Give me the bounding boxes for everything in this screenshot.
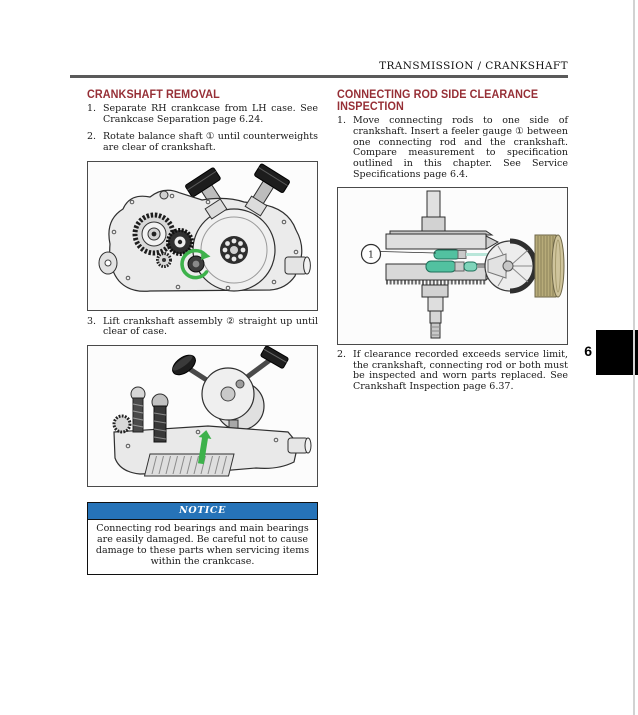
crankcase-illustration bbox=[88, 162, 317, 310]
notice-text: Connecting rod bearings and main bearings are easily damaged. Be careful not to cause damage to these parts when servicing items within the crankcase. bbox=[95, 522, 310, 567]
figure-feeler-gauge-clearance bbox=[337, 187, 568, 345]
step-number: 2. bbox=[337, 349, 347, 361]
page-header-title: TRANSMISSION / CRANKSHAFT bbox=[379, 60, 568, 72]
step-item bbox=[87, 104, 318, 125]
notice-label: NOTICE bbox=[88, 503, 317, 520]
step-number: 1. bbox=[337, 115, 347, 127]
chapter-number: 6 bbox=[584, 343, 592, 359]
feeler-gauge-illustration bbox=[338, 188, 567, 344]
right-column bbox=[337, 88, 568, 400]
left-column bbox=[87, 88, 318, 575]
page-edge-line bbox=[633, 0, 635, 715]
gauge-handle bbox=[535, 235, 564, 297]
step-number: 3. bbox=[87, 315, 97, 327]
step-text: Move connecting rods to one side of crankshaft. Insert a feeler gauge ① between one connecting rod and the crankshaft. Compare measurement to specification outlined in this chapter. See Service Specifications page 6.4. bbox=[353, 115, 568, 180]
crankshaft-lift-illustration bbox=[88, 346, 317, 486]
ribbed-pan bbox=[145, 454, 234, 476]
step-item bbox=[87, 132, 318, 153]
chapter-tab-marker bbox=[596, 330, 638, 375]
section-heading-crankshaft-removal: CRANKSHAFT REMOVAL bbox=[87, 87, 220, 101]
step-text: Separate RH crankcase from LH case. See Crankcase Separation page 6.24. bbox=[103, 103, 318, 125]
section-heading-connecting-rod-side-clearance: CONNECTING ROD SIDE CLEARANCE INSPECTION bbox=[337, 87, 539, 114]
step-text: Lift crankshaft assembly ② straight up until clear of case. bbox=[103, 315, 318, 338]
step-text: If clearance recorded exceeds service limit, the crankshaft, connecting rod or both must be inspected and worn parts replaced. See Crankshaft Inspection page 6.37. bbox=[353, 349, 568, 393]
step-text: Rotate balance shaft ① until counterweights are clear of crankshaft. bbox=[103, 131, 318, 154]
step-number: 1. bbox=[87, 103, 97, 115]
notice-box bbox=[87, 502, 318, 575]
step-item bbox=[337, 116, 568, 180]
step-item bbox=[87, 317, 318, 338]
header-rule bbox=[70, 75, 568, 78]
step-item bbox=[337, 350, 568, 393]
counterweight-upper bbox=[386, 231, 498, 249]
figure-crankshaft-assembly-lift bbox=[87, 345, 318, 487]
clutch-housing bbox=[193, 209, 275, 291]
step-number: 2. bbox=[87, 131, 97, 143]
callout-number: 1 bbox=[368, 250, 374, 261]
figure-crankcase-balance-shaft bbox=[87, 161, 318, 311]
connecting-rod-big-end bbox=[485, 241, 535, 291]
